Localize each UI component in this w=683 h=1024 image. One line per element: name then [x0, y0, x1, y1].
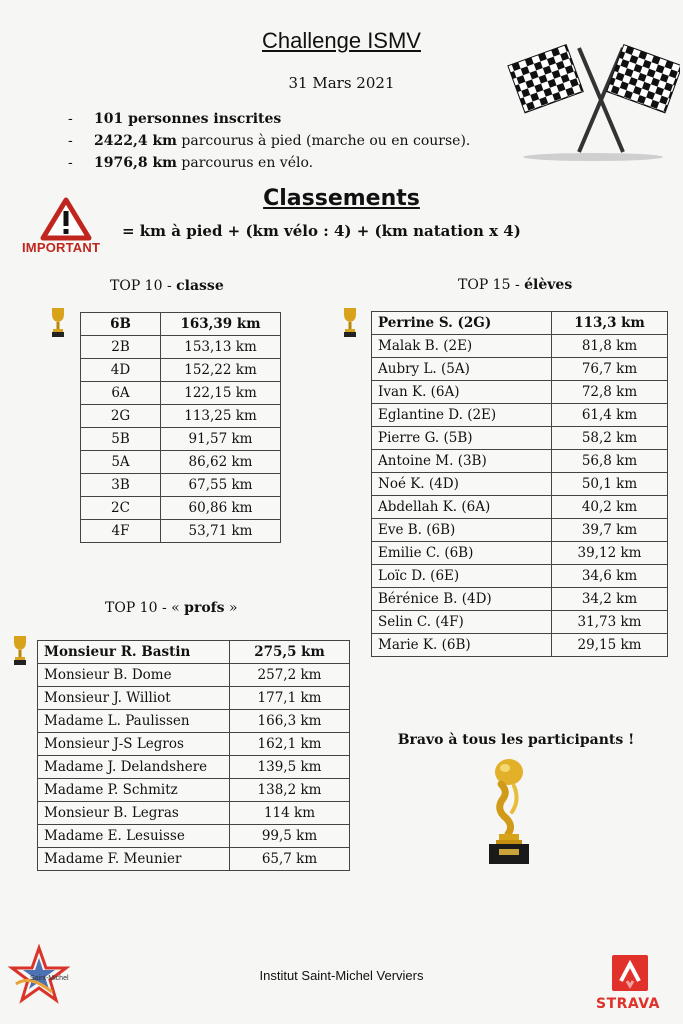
trophy-icon	[342, 306, 358, 338]
student-row	[372, 634, 668, 657]
trophy-icon	[484, 756, 534, 866]
student-row	[372, 473, 668, 496]
rank-name-cell: 6B	[81, 313, 161, 336]
teacher-row	[38, 664, 350, 687]
congratulations-text: Bravo à tous les participants !	[397, 732, 635, 748]
student-row	[372, 427, 668, 450]
class-row	[81, 336, 281, 359]
event-date: 31 Mars 2021	[288, 74, 395, 92]
teachers-table	[37, 640, 350, 871]
student-row	[372, 542, 668, 565]
rank-distance-cell: 31,73 km	[552, 611, 668, 634]
rank-name-cell: Monsieur B. Legras	[38, 802, 230, 825]
class-row	[81, 497, 281, 520]
teacher-row	[38, 756, 350, 779]
rank-name-cell: Emilie C. (6B)	[372, 542, 552, 565]
rank-distance-cell: 99,5 km	[230, 825, 350, 848]
rank-name-cell: Monsieur B. Dome	[38, 664, 230, 687]
rank-name-cell: Monsieur R. Bastin	[38, 641, 230, 664]
rank-name-cell: Marie K. (6B)	[372, 634, 552, 657]
student-row	[372, 519, 668, 542]
student-row	[372, 358, 668, 381]
rank-name-cell: 2B	[81, 336, 161, 359]
scoring-formula: = km à pied + (km vélo : 4) + (km natation x 4)	[122, 222, 521, 240]
rank-name-cell: 5A	[81, 451, 161, 474]
student-row	[372, 588, 668, 611]
rank-distance-cell: 60,86 km	[161, 497, 281, 520]
teacher-row	[38, 848, 350, 871]
rank-name-cell: 4D	[81, 359, 161, 382]
teacher-row	[38, 687, 350, 710]
class-row	[81, 428, 281, 451]
rank-distance-cell: 40,2 km	[552, 496, 668, 519]
class-row	[81, 451, 281, 474]
rank-distance-cell: 67,55 km	[161, 474, 281, 497]
rank-distance-cell: 152,22 km	[161, 359, 281, 382]
classes-table	[80, 312, 281, 543]
rank-distance-cell: 113,25 km	[161, 405, 281, 428]
rank-distance-cell: 65,7 km	[230, 848, 350, 871]
rank-name-cell: Eglantine D. (2E)	[372, 404, 552, 427]
summary-item: - 101 personnes inscrites	[68, 111, 282, 127]
rank-name-cell: Madame P. Schmitz	[38, 779, 230, 802]
rank-distance-cell: 81,8 km	[552, 335, 668, 358]
checkered-flags-icon	[505, 40, 680, 165]
teacher-row	[38, 710, 350, 733]
class-row	[81, 405, 281, 428]
rank-name-cell: Selin C. (4F)	[372, 611, 552, 634]
student-row	[372, 611, 668, 634]
rank-distance-cell: 114 km	[230, 802, 350, 825]
class-row	[81, 520, 281, 543]
rank-name-cell: Bérénice B. (4D)	[372, 588, 552, 611]
students-caption: TOP 15 - élèves	[458, 277, 573, 293]
important-label: IMPORTANT	[22, 240, 101, 255]
rank-name-cell: Aubry L. (5A)	[372, 358, 552, 381]
rank-distance-cell: 72,8 km	[552, 381, 668, 404]
student-row	[372, 312, 668, 335]
teacher-row	[38, 779, 350, 802]
rank-distance-cell: 50,1 km	[552, 473, 668, 496]
rank-distance-cell: 275,5 km	[230, 641, 350, 664]
page-title: Challenge ISMV	[262, 28, 421, 53]
rank-distance-cell: 122,15 km	[161, 382, 281, 405]
rank-distance-cell: 53,71 km	[161, 520, 281, 543]
students-table	[371, 311, 668, 657]
rank-name-cell: Perrine S. (2G)	[372, 312, 552, 335]
summary-item: - 2422,4 km parcourus à pied (marche ou en course).	[68, 133, 471, 149]
student-row	[372, 335, 668, 358]
rank-distance-cell: 257,2 km	[230, 664, 350, 687]
rank-distance-cell: 163,39 km	[161, 313, 281, 336]
rank-distance-cell: 39,7 km	[552, 519, 668, 542]
rank-distance-cell: 162,1 km	[230, 733, 350, 756]
student-row	[372, 404, 668, 427]
strava-logo-icon	[612, 955, 648, 991]
teacher-row	[38, 641, 350, 664]
class-row	[81, 359, 281, 382]
rank-name-cell: 2C	[81, 497, 161, 520]
rank-distance-cell: 138,2 km	[230, 779, 350, 802]
rank-distance-cell: 91,57 km	[161, 428, 281, 451]
student-row	[372, 381, 668, 404]
rank-name-cell: Eve B. (6B)	[372, 519, 552, 542]
rank-name-cell: Madame F. Meunier	[38, 848, 230, 871]
rank-distance-cell: 58,2 km	[552, 427, 668, 450]
trophy-icon	[12, 634, 28, 666]
rank-distance-cell: 153,13 km	[161, 336, 281, 359]
student-row	[372, 496, 668, 519]
rank-distance-cell: 166,3 km	[230, 710, 350, 733]
rank-distance-cell: 177,1 km	[230, 687, 350, 710]
rank-name-cell: Loïc D. (6E)	[372, 565, 552, 588]
rank-name-cell: Abdellah K. (6A)	[372, 496, 552, 519]
rank-name-cell: Antoine M. (3B)	[372, 450, 552, 473]
rank-distance-cell: 139,5 km	[230, 756, 350, 779]
rank-name-cell: Noé K. (4D)	[372, 473, 552, 496]
strava-wordmark: STRAVA	[596, 996, 661, 1012]
rank-distance-cell: 34,6 km	[552, 565, 668, 588]
student-row	[372, 565, 668, 588]
rank-distance-cell: 76,7 km	[552, 358, 668, 381]
student-row	[372, 450, 668, 473]
teacher-row	[38, 825, 350, 848]
rank-name-cell: Monsieur J-S Legros	[38, 733, 230, 756]
rank-name-cell: Pierre G. (5B)	[372, 427, 552, 450]
rank-name-cell: 3B	[81, 474, 161, 497]
rank-distance-cell: 61,4 km	[552, 404, 668, 427]
class-row	[81, 382, 281, 405]
school-name: Institut Saint-Michel Verviers	[259, 968, 424, 983]
summary-list	[68, 108, 470, 174]
class-row	[81, 313, 281, 336]
class-row	[81, 474, 281, 497]
teachers-caption: TOP 10 - « profs »	[105, 600, 238, 616]
rank-name-cell: Malak B. (2E)	[372, 335, 552, 358]
rank-name-cell: 6A	[81, 382, 161, 405]
rank-distance-cell: 34,2 km	[552, 588, 668, 611]
rank-distance-cell: 56,8 km	[552, 450, 668, 473]
rankings-heading: Classements	[263, 186, 420, 211]
teacher-row	[38, 733, 350, 756]
rank-name-cell: Monsieur J. Williot	[38, 687, 230, 710]
warning-triangle-icon	[40, 197, 92, 241]
rank-distance-cell: 29,15 km	[552, 634, 668, 657]
teacher-row	[38, 802, 350, 825]
trophy-icon	[50, 306, 66, 338]
rank-name-cell: Madame J. Delandshere	[38, 756, 230, 779]
school-logo-label: Saint-Michel	[30, 975, 69, 982]
rank-name-cell: 2G	[81, 405, 161, 428]
rank-distance-cell: 39,12 km	[552, 542, 668, 565]
rank-name-cell: Madame L. Paulissen	[38, 710, 230, 733]
rank-name-cell: Madame E. Lesuisse	[38, 825, 230, 848]
rank-distance-cell: 86,62 km	[161, 451, 281, 474]
rank-name-cell: 4F	[81, 520, 161, 543]
rank-name-cell: Ivan K. (6A)	[372, 381, 552, 404]
rank-distance-cell: 113,3 km	[552, 312, 668, 335]
summary-item: - 1976,8 km parcourus en vélo.	[68, 155, 314, 171]
classes-caption: TOP 10 - classe	[110, 278, 224, 294]
rank-name-cell: 5B	[81, 428, 161, 451]
